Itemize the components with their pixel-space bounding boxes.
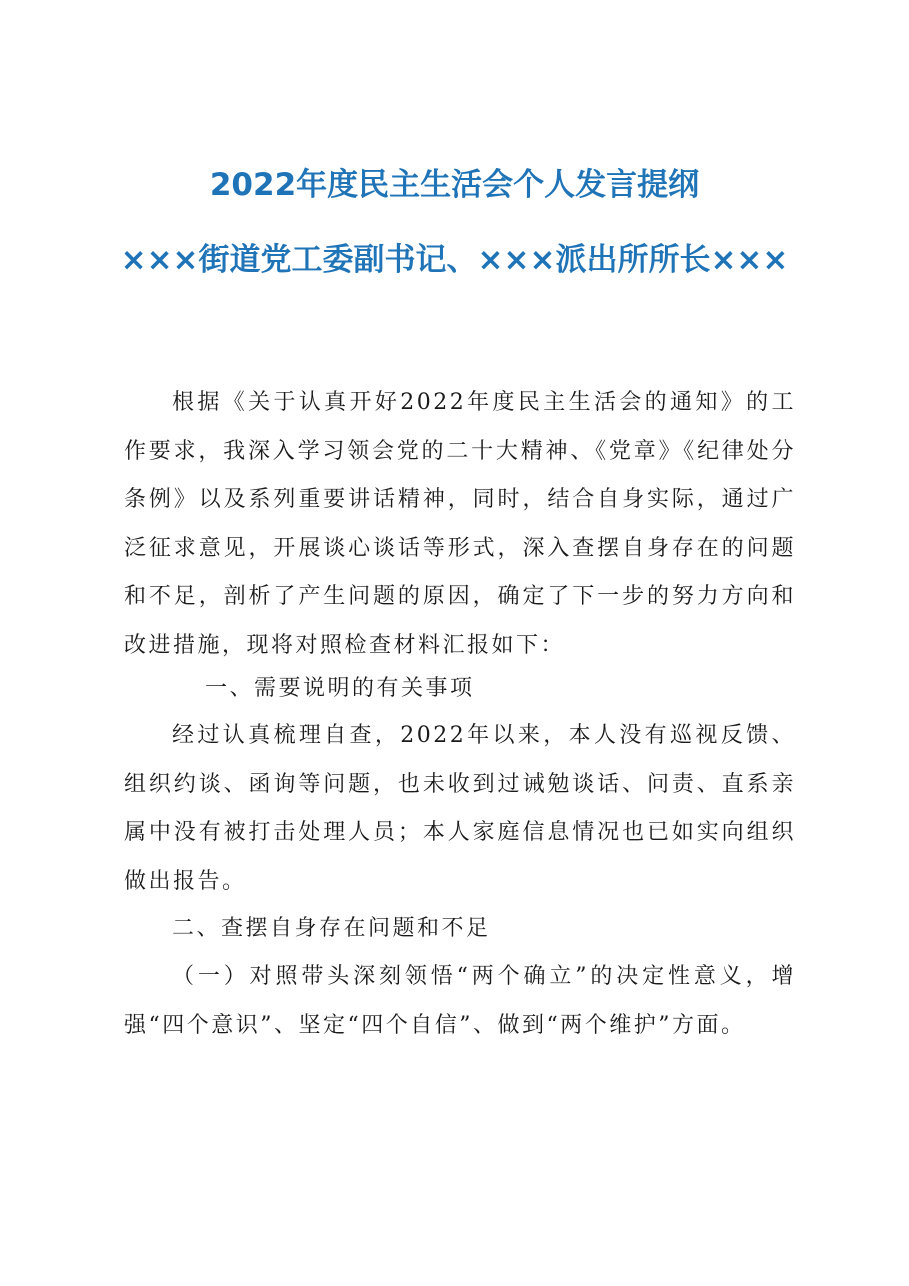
- intro-paragraph: 根据《关于认真开好2022年度民主生活会的通知》的工作要求，我深入学习领会党的二十大精神、《党章》《纪律处分条例》以及系列重要讲话精神，同时，结合自身实际，通过广泛征求意见，开展谈心谈话等形式，深入查摆自身存在的问题和不足，剖析了产生问题的原因，确定了下一步的努力方向和改进措施，现将对照检查材料汇报如下：: [124, 390, 796, 658]
- section-2-subsection-1: （一）对照带头深刻领悟“两个确立”的决定性意义，增强“四个意识”、坚定“四个自信”、做到“两个维护”方面。: [124, 964, 796, 1038]
- section-1-heading: 一、需要说明的有关事项: [205, 676, 475, 701]
- document-subtitle: ×××街道党工委副书记、×××派出所所长×××: [120, 242, 789, 278]
- document-title: 2022年度民主生活会个人发言提纲: [209, 167, 700, 203]
- section-2-heading: 二、查摆自身存在问题和不足: [172, 916, 491, 941]
- section-1-body: 经过认真梳理自查，2022年以来，本人没有巡视反馈、组织约谈、函询等问题，也未收到过诫勉谈话、问责、直系亲属中没有被打击处理人员；本人家庭信息情况也已如实向组织做出报告。: [124, 723, 796, 894]
